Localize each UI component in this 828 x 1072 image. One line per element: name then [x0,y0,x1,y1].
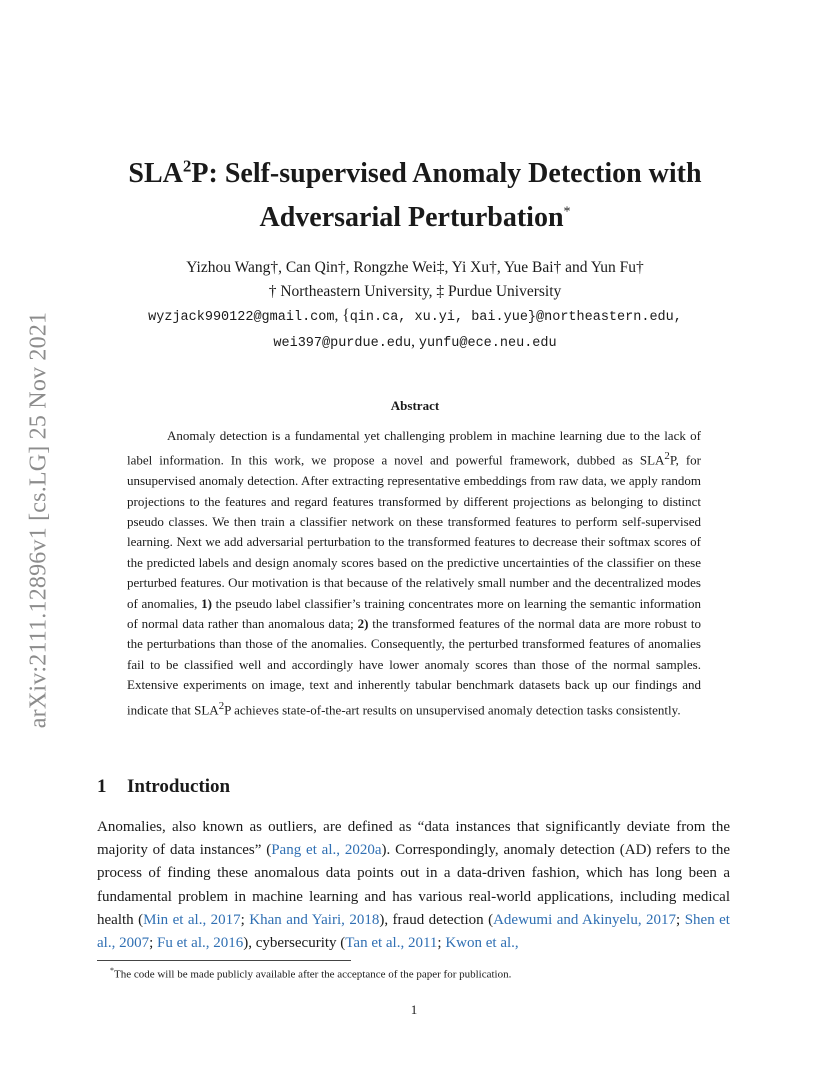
abstract-text-5: P achieves state-of-the-art results on unsupervised anomaly detection tasks consistently. [224,701,681,717]
section-number: 1 [97,776,107,797]
page-number: 1 [410,1002,418,1017]
footnote-mark: * [110,966,114,975]
abstract-point-2: 2) [357,615,369,631]
abstract-text-2: P, for unsupervised anomaly detection. After extracting representative embeddings from raw data, we apply random projections to the features and regard features transformed by different projections as belonging to distinct pseudo classes. We then train a classifier network on these transformed features to perform self-supervised learning. Next we add adversarial perturbation to the transformed features to decrease their softmax scores of the predicted labels and design anomaly scores based on the predictive uncertainties of the classifier on these perturbed features. Our motivation is that because of the relatively small number and the decentralized modes of anomalies, [127,452,701,611]
email-wei397[interactable]: wei397@purdue.edu [273,336,412,351]
author-block [90,256,740,356]
title-part2: P: Self-supervised Anomaly Detection with [191,158,702,189]
abstract-body [127,426,701,720]
citation-min-2017[interactable]: Min et al., 2017 [143,911,241,928]
citation-adewumi-akinyelu-2017[interactable]: Adewumi and Akinyelu, 2017 [493,911,677,928]
author-emails-line1 [90,304,740,330]
email-separator: , { [334,307,350,324]
section-title: Introduction [127,776,231,797]
author-affiliations: † Northeastern University, ‡ Purdue University [268,283,562,300]
abstract-sup-1: 2 [664,450,670,463]
intro-text-6: ; [149,935,157,952]
title-superscript: 2 [182,156,192,176]
footnote-text: The code will be made publicly available after the acceptance of the paper for publication. [114,968,512,981]
abstract-text-4: the transformed features of the normal data are more robust to the perturbations than those of the anomalies. Consequently, the perturbed transformed features of anomalies fail to be classified well and accordingly have lower anomaly scores than those of the normal samples. Extensive experiments on image, text and inherently tabular benchmark datasets back up our findings and indicate that SLA [127,615,701,717]
citation-tan-2011[interactable]: Tan et al., 2011 [345,935,438,952]
intro-text-3: ; [240,911,250,928]
section-heading-introduction [97,776,230,798]
abstract-text-3: the pseudo label classifier’s training concentrates more on learning the semantic information of normal data rather than anomalous data; [127,595,701,631]
arxiv-identifier: arXiv:2111.12896v1 [cs.LG] 25 Nov 2021 [25,311,52,729]
intro-text-5: ; [676,911,685,928]
email-separator-2: , [411,333,419,350]
citation-kwon[interactable]: Kwon et al., [445,935,519,952]
abstract-heading: Abstract [390,398,440,413]
abstract-point-1: 1) [201,595,212,611]
email-northeastern-group[interactable]: qin.ca, xu.yi, bai.yue [349,310,528,325]
title-line2: Adversarial Perturbation [259,202,564,233]
arxiv-side-stamp [24,280,54,760]
footnote [110,963,730,983]
introduction-paragraph [97,816,730,955]
intro-text-2: ). Correspondingly, anomaly detection (AD) refers to the process of finding these anomalous data points out in a data-driven fashion, which has long been a fundamental problem in machine learning and has various real-world applications, including medical health ( [97,842,731,928]
title-footnote-mark: * [563,204,571,220]
abstract-sup-2: 2 [218,699,225,712]
email-wyzjack[interactable]: wyzjack990122@gmail.com [148,310,335,325]
author-names: Yizhou Wang†, Can Qin†, Rongzhe Wei‡, Yi Xu†, Yue Bai† and Yun Fu† [186,259,644,276]
intro-text-7: ), cybersecurity ( [243,935,346,952]
citation-pang-2020a[interactable]: Pang et al., 2020a [271,842,382,859]
intro-text-1: Anomalies, also known as outliers, are defined as “data instances that significantly deviate from the majority of data instances” ( [97,819,730,859]
email-northeastern-domain: }@northeastern.edu, [527,310,682,325]
title-part1: SLA [128,158,183,189]
citation-shen-2007[interactable]: Shen et al., 2007 [97,911,730,952]
paper-title [90,152,740,240]
citation-khan-yairi-2018[interactable]: Khan and Yairi, 2018 [249,911,380,928]
abstract-text-1: Anomaly detection is a fundamental yet challenging problem in machine learning due to the lack of label information. In this work, we propose a novel and powerful framework, dubbed as SLA [127,428,701,468]
intro-text-8: ; [437,935,446,952]
intro-text-4: ), fraud detection ( [379,911,494,928]
author-emails-line2 [90,330,740,356]
citation-fu-2016[interactable]: Fu et al., 2016 [157,935,244,952]
footnote-divider [97,960,351,961]
email-yunfu[interactable]: yunfu@ece.neu.edu [418,336,557,351]
